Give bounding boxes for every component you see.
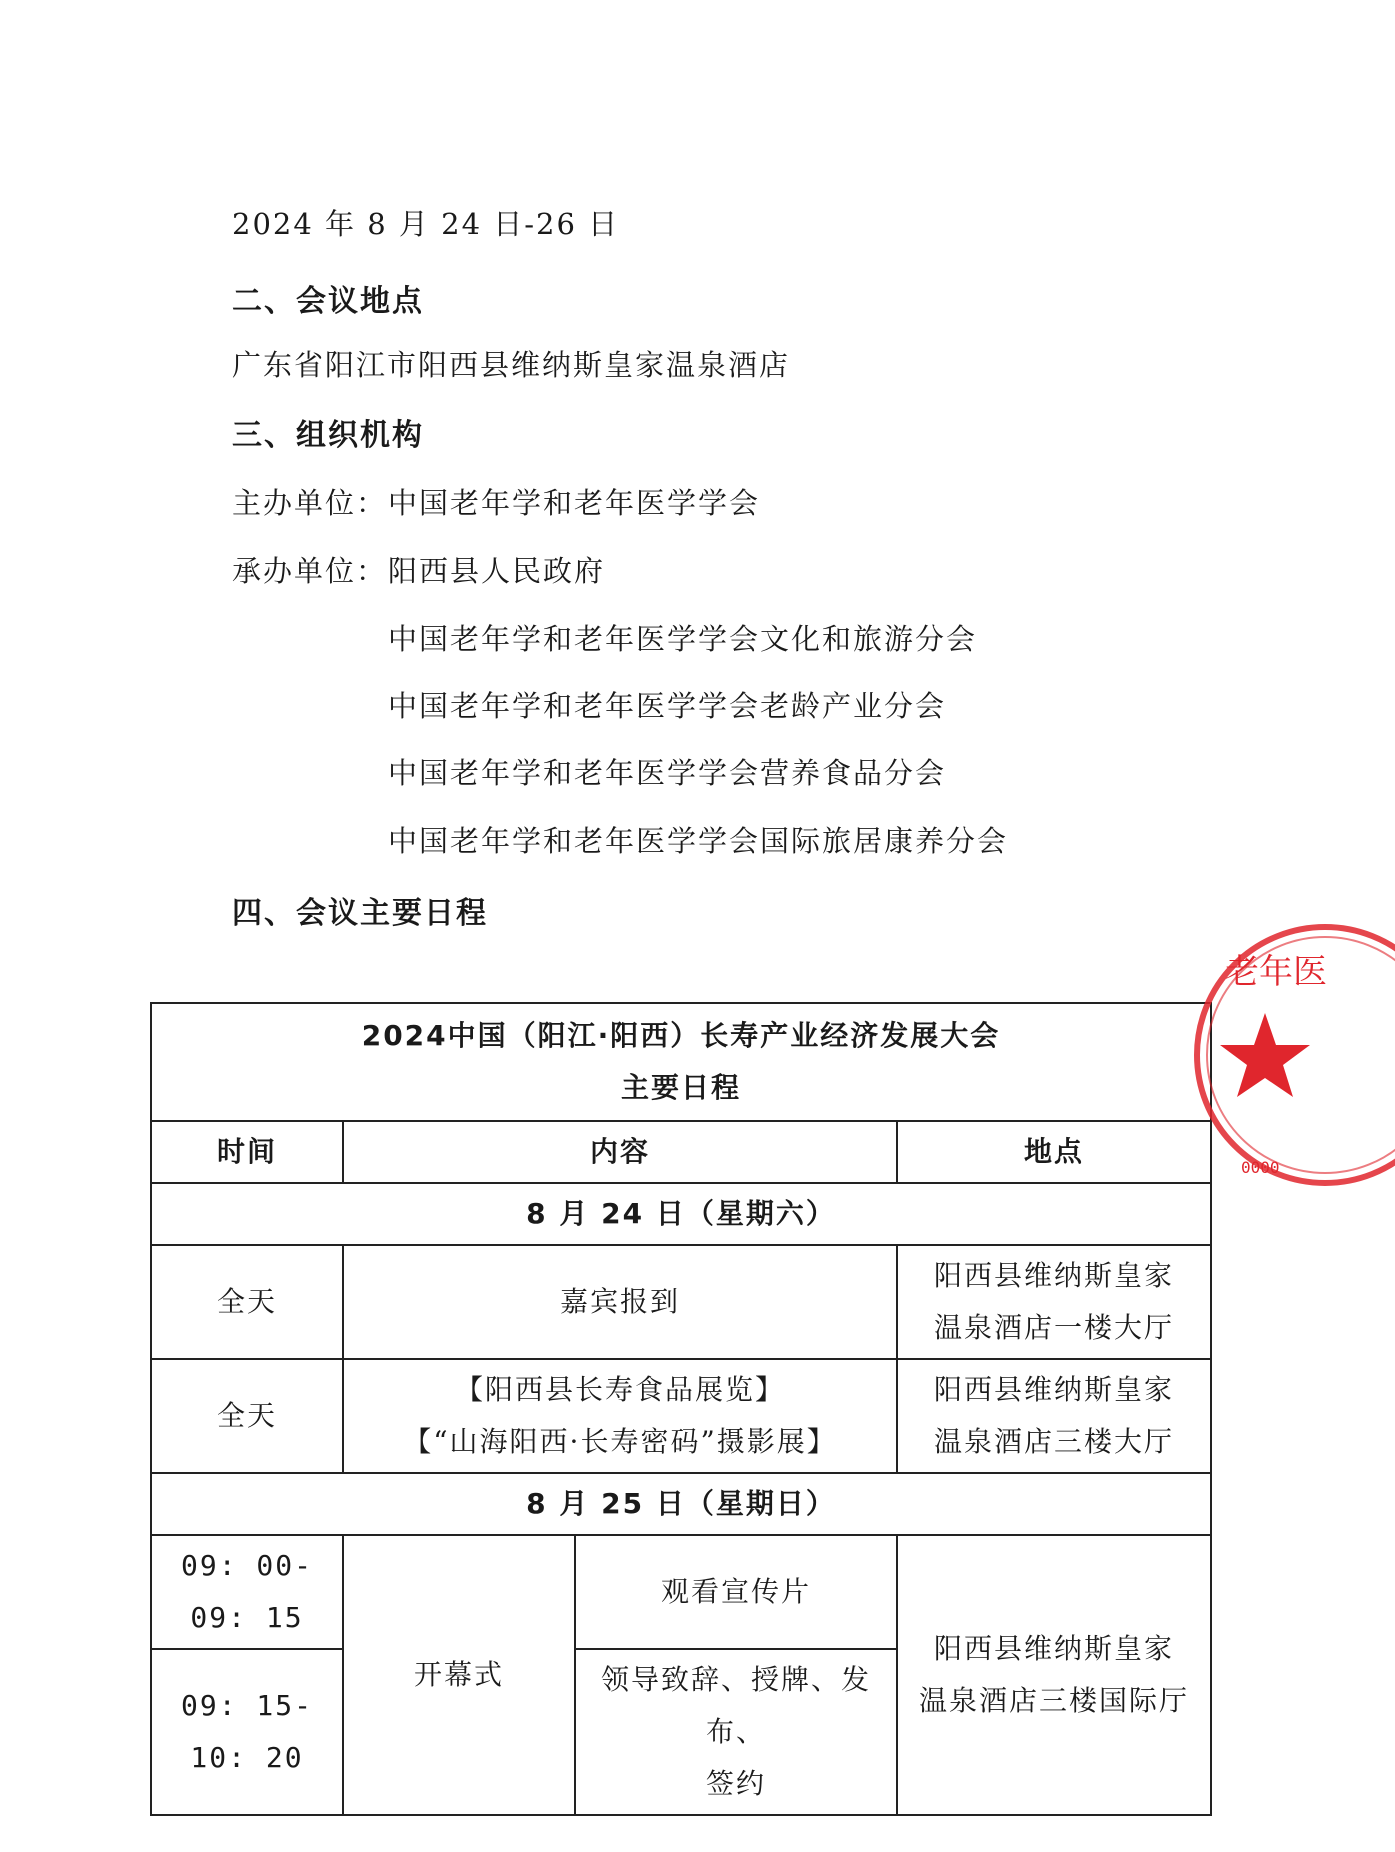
- content-cell: [575, 1649, 897, 1815]
- content-line: 【阳西县长寿食品展览】: [454, 1373, 785, 1406]
- location-line: 温泉酒店三楼国际厅: [919, 1684, 1190, 1717]
- organizer-item: 中国老年学和老年医学学会营养食品分会: [388, 756, 947, 790]
- content-cell: 观看宣传片: [575, 1535, 897, 1649]
- content-line: 领导致辞、授牌、发布、: [600, 1663, 871, 1748]
- organizer-line: [232, 549, 605, 590]
- time-cell: 09: 15-10: 20: [151, 1649, 343, 1815]
- table-row: [151, 1359, 1211, 1473]
- content-cell: [343, 1359, 897, 1473]
- organizer-item: 中国老年学和老年医学学会国际旅居康养分会: [388, 824, 1009, 858]
- location-cell: [897, 1245, 1211, 1359]
- section-heading-venue: 二、会议地点: [232, 284, 424, 319]
- venue-text: 广东省阳江市阳西县维纳斯皇家温泉酒店: [232, 348, 791, 382]
- time-cell: 全天: [151, 1359, 343, 1473]
- column-header-content: 内容: [343, 1121, 897, 1183]
- day-header: 8 月 25 日（星期日）: [151, 1473, 1211, 1535]
- column-header-location: 地点: [897, 1121, 1211, 1183]
- schedule-title-line1: 2024中国（阳江·阳西）长寿产业经济发展大会: [361, 1019, 1001, 1052]
- schedule-table: [150, 1002, 1212, 1816]
- table-row: [151, 1003, 1211, 1121]
- organizer-item: 阳西县人民政府: [388, 554, 606, 588]
- schedule-title-line2: 主要日程: [621, 1071, 742, 1104]
- location-cell: [897, 1535, 1211, 1815]
- content-line: 【“山海阳西·长寿密码”摄影展】: [403, 1425, 837, 1458]
- host-value: 中国老年学和老年医学学会: [388, 486, 761, 520]
- location-line: 阳西县维纳斯皇家: [934, 1259, 1175, 1292]
- location-cell: [897, 1359, 1211, 1473]
- host-line: [232, 481, 760, 522]
- organizer-label: 承办单位：: [232, 554, 388, 588]
- session-cell: 开幕式: [343, 1535, 575, 1815]
- table-header-row: [151, 1121, 1211, 1183]
- table-row: [151, 1183, 1211, 1245]
- location-line: 温泉酒店三楼大厅: [934, 1425, 1175, 1458]
- seal-text: 老年医: [1225, 952, 1327, 992]
- location-line: 阳西县维纳斯皇家: [934, 1373, 1175, 1406]
- section-heading-organization: 三、组织机构: [232, 418, 424, 453]
- schedule-title: [151, 1003, 1211, 1121]
- organizer-item: 中国老年学和老年医学学会文化和旅游分会: [388, 622, 978, 656]
- table-row: [151, 1245, 1211, 1359]
- section-heading-schedule: 四、会议主要日程: [232, 896, 488, 931]
- table-row: [151, 1473, 1211, 1535]
- location-line: 温泉酒店一楼大厅: [934, 1311, 1175, 1344]
- time-cell: 09: 00-09: 15: [151, 1535, 343, 1649]
- column-header-time: 时间: [151, 1121, 343, 1183]
- host-label: 主办单位：: [232, 486, 388, 520]
- content-line: 签约: [705, 1767, 766, 1800]
- time-cell: 全天: [151, 1245, 343, 1359]
- table-row: [151, 1535, 1211, 1649]
- location-line: 阳西县维纳斯皇家: [934, 1632, 1175, 1665]
- official-seal-stamp: [1205, 905, 1395, 1205]
- seal-digits: 0000: [1241, 1158, 1280, 1177]
- meeting-date: 2024 年 8 月 24 日-26 日: [232, 207, 620, 241]
- star-icon: [1220, 1013, 1310, 1097]
- content-cell: 嘉宾报到: [343, 1245, 897, 1359]
- day-header: 8 月 24 日（星期六）: [151, 1183, 1211, 1245]
- organizer-item: 中国老年学和老年医学学会老龄产业分会: [388, 689, 947, 723]
